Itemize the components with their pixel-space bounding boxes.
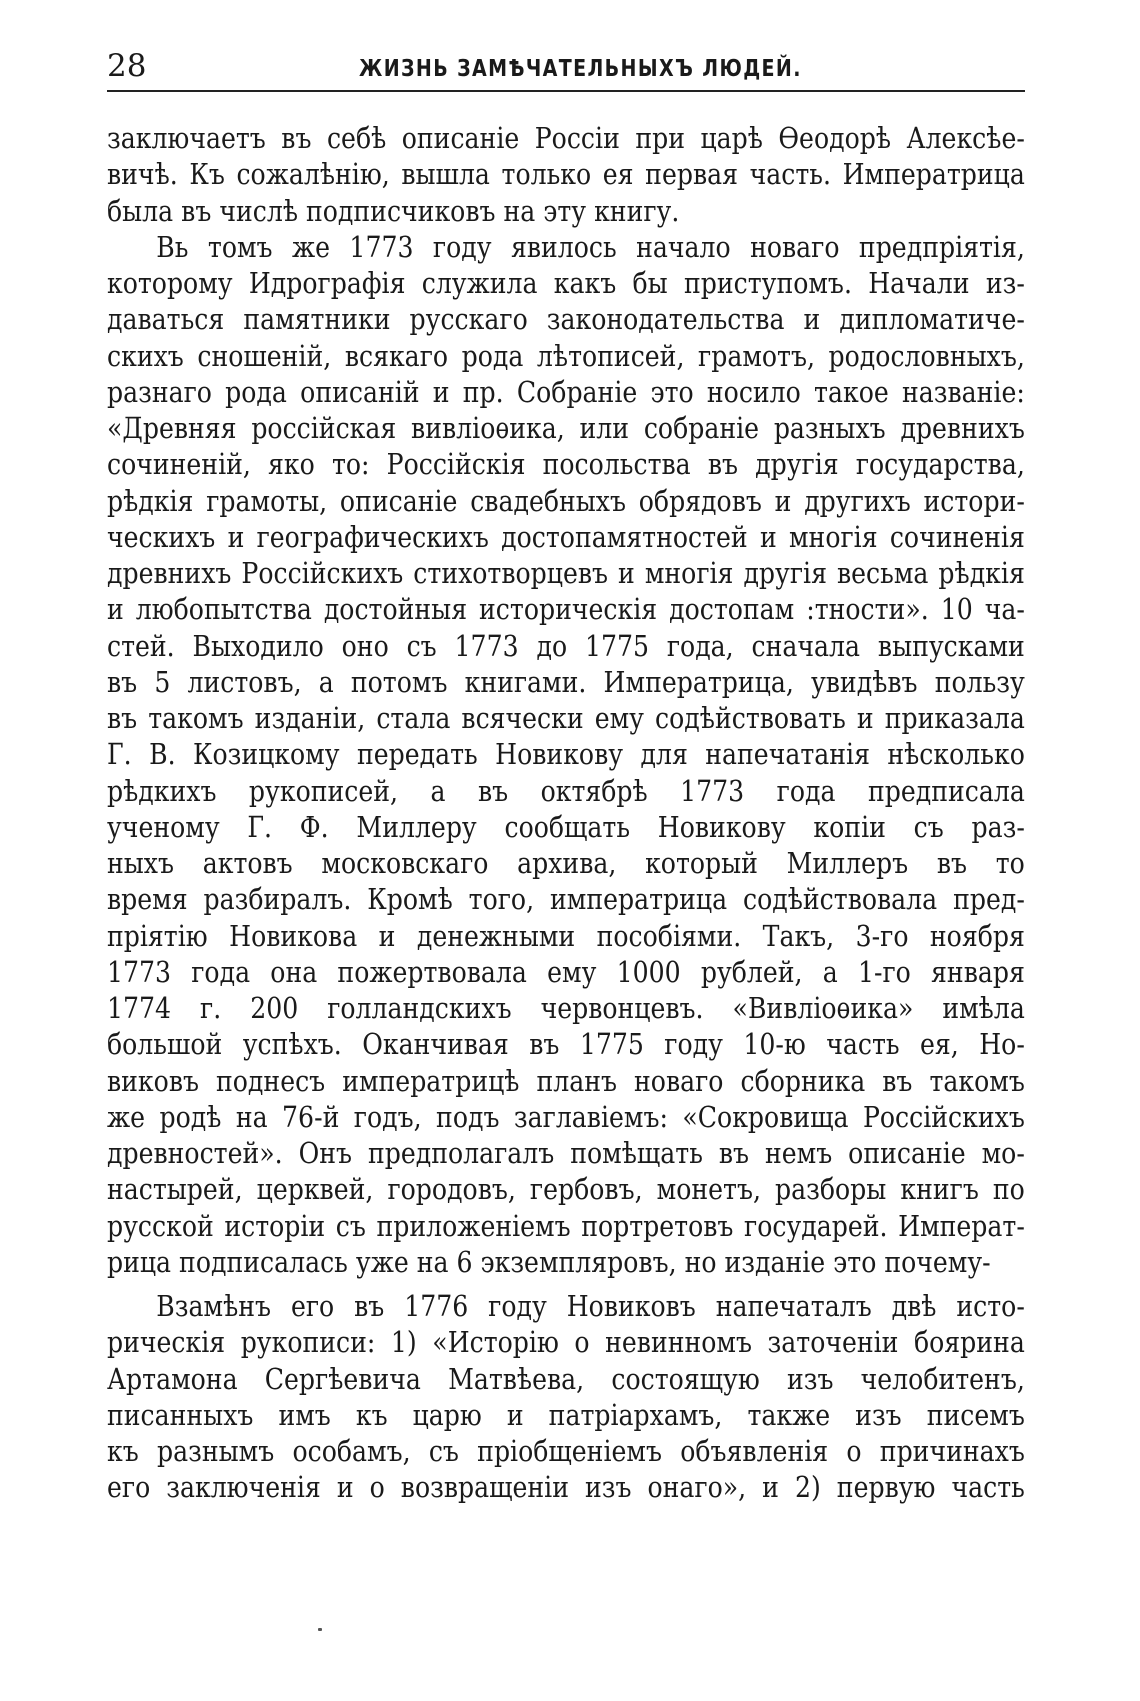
text-line: 1774 г. 200 голландскихъ червонцевъ. «Вивліоѳика» имѣла — [107, 991, 1025, 1025]
text-line: «Древняя россійская вивліоѳика, или собраніе разныхъ древнихъ — [107, 411, 1025, 445]
text-line: рица подписалась уже на 6 экземпляровъ, но изданіе это почему- — [107, 1244, 991, 1279]
text-line: скихъ сношеній, всякаго рода лѣтописей, грамотъ, родословныхъ, — [107, 338, 1025, 373]
text-line: время разбиралъ. Кромѣ того, императрица содѣйствовала пред- — [107, 882, 1025, 917]
text-line: ныхъ актовъ московскаго архива, который Миллеръ въ то — [107, 846, 1025, 880]
text-line: ческихъ и географическихъ достопамятностей и многія сочиненія — [107, 519, 1025, 554]
text-line: 1773 года она пожертвовала ему 1000 рублей, а 1-го января — [107, 954, 1025, 989]
text-line: же родѣ на 76-й годъ, подъ заглавіемъ: «Сокровища Россійскихъ — [107, 1099, 1025, 1134]
text-line: Артамона Сергѣевича Матвѣева, состоящую изъ челобитенъ, — [107, 1361, 1025, 1396]
text-line: настырей, церквей, городовъ, гербовъ, монетъ, разборы книгъ по — [107, 1172, 1025, 1207]
text-line: и любопытства достойныя историческія достопам :тности». 10 ча- — [107, 592, 1025, 627]
text-line: пріятію Новикова и денежными пособіями. Такъ, 3-го ноября — [107, 918, 1025, 953]
text-line: разнаго рода описаній и пр. Собраніе это носило такое названіе: — [107, 374, 1025, 409]
text-line: сочиненій, яко то: Россійскія посольства въ другія государства, — [107, 447, 1025, 482]
text-line: къ разнымъ особамъ, съ пріобщеніемъ объявленія о причинахъ — [107, 1434, 1025, 1468]
text-line: древностей». Онъ предполагалъ помѣщать въ немъ описаніе мо- — [107, 1136, 1025, 1170]
text-line: стей. Выходило оно съ 1773 до 1775 года, сначала выпусками — [107, 628, 1025, 663]
paragraph — [107, 120, 1025, 229]
page-number: 28 — [107, 48, 147, 84]
text-line: Вь томъ же 1773 году явилось начало новаго предпріятія, — [156, 229, 1025, 264]
page-header — [107, 46, 1025, 92]
text-line: Г. В. Козицкому передать Новикову для напечатанія нѣсколько — [107, 737, 1025, 772]
text-line: большой успѣхъ. Оканчивая въ 1775 году 10-ю часть ея, Но- — [107, 1027, 1025, 1062]
paragraph — [107, 229, 1025, 1280]
running-title: ЖИЗНЬ ЗАМѢЧАТЕЛЬНЫХЪ ЛЮДЕЙ. — [359, 56, 802, 82]
text-line: вичѣ. Къ сожалѣнію, вышла только ея первая часть. Императрица — [107, 157, 1025, 192]
text-line: заключаетъ въ себѣ описаніе Россіи при царѣ Ѳеодорѣ Алексѣе- — [107, 121, 1025, 155]
text-line: была въ числѣ подписчиковъ на эту книгу. — [107, 193, 680, 228]
body-text — [107, 120, 1025, 1506]
text-line: его заключенія и о возвращеніи изъ онаго», и 2) первую часть — [107, 1470, 1025, 1505]
text-line: древнихъ Россійскихъ стихотворцевъ и многія другія весьма рѣдкія — [107, 556, 1025, 590]
text-line: рѣдкихъ рукописей, а въ октябрѣ 1773 года предписала — [107, 773, 1025, 808]
text-line: писанныхъ имъ къ царю и патріархамъ, также изъ писемъ — [107, 1397, 1025, 1432]
paragraph-gap — [107, 1280, 1025, 1288]
text-line: русской исторіи съ приложеніемъ портретовъ государей. Императ- — [107, 1208, 1025, 1243]
paragraph — [107, 1288, 1025, 1506]
print-speck — [318, 1628, 322, 1631]
text-line: даваться памятники русскаго законодательства и дипломатиче- — [107, 302, 1025, 337]
text-line: въ 5 листовъ, а потомъ книгами. Императрица, увидѣвъ пользу — [107, 664, 1025, 699]
text-line: въ такомъ изданіи, стала всячески ему содѣйствовать и приказала — [107, 701, 1025, 735]
text-line: рическія рукописи: 1) «Исторію о невинномъ заточеніи боярина — [107, 1325, 1025, 1360]
text-line: ученому Г. Ф. Миллеру сообщать Новикову копіи съ раз- — [107, 809, 1025, 844]
text-line: Взамѣнъ его въ 1776 году Новиковъ напечаталъ двѣ исто- — [156, 1289, 1025, 1323]
text-line: рѣдкія грамоты, описаніе свадебныхъ обрядовъ и другихъ истори- — [107, 483, 1025, 518]
text-line: которому Идрографія служила какъ бы приступомъ. Начали из- — [107, 266, 1025, 300]
text-line: виковъ поднесъ императрицѣ планъ новаго сборника въ такомъ — [107, 1063, 1025, 1098]
